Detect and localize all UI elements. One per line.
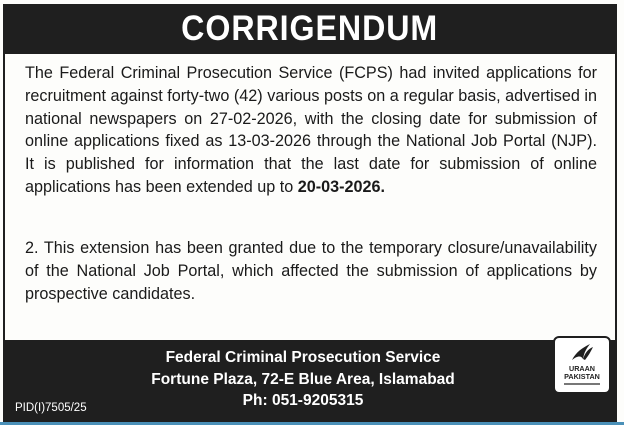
organization-name: Federal Criminal Prosecution Service — [165, 349, 441, 366]
pid-number: PID(I)7505/25 — [15, 402, 87, 414]
paragraph-2: 2. This extension has been granted due to the temporary closure/unavailability of the National Job Portal, which affected the submission of applications by prospective candidates. — [25, 239, 597, 303]
organization-phone: Ph: 051-9205315 — [242, 392, 364, 409]
paragraph-1 — [25, 62, 597, 199]
paragraph-1-text: The Federal Criminal Prosecution Service (FCPS) had invited applications for recruitment against forty-two (42) various posts on a regular basis, advertised in national newspapers on 27-02-2026, with the closing date for submission of online applications fixed as 13-03-2026 through the National Job Portal (NJP). It is published for information that the last date for submission of online applications has been extended up to — [25, 64, 597, 196]
logo-text-uraan: URAAN — [569, 364, 595, 373]
extended-date: 20-03-2026. — [297, 177, 386, 196]
uraan-pakistan-logo — [553, 336, 611, 394]
page-title: CORRIGENDUM — [181, 9, 439, 48]
contact-block — [103, 347, 503, 412]
header-band — [3, 4, 617, 54]
uraan-pakistan-bird-icon — [555, 338, 609, 366]
notice-body — [3, 54, 617, 340]
organization-address: Fortune Plaza, 72-E Blue Area, Islamabad — [151, 370, 455, 388]
logo-text-pakistan: PAKISTAN — [564, 372, 600, 381]
logo-underline — [564, 383, 600, 385]
footer-band — [3, 340, 617, 422]
